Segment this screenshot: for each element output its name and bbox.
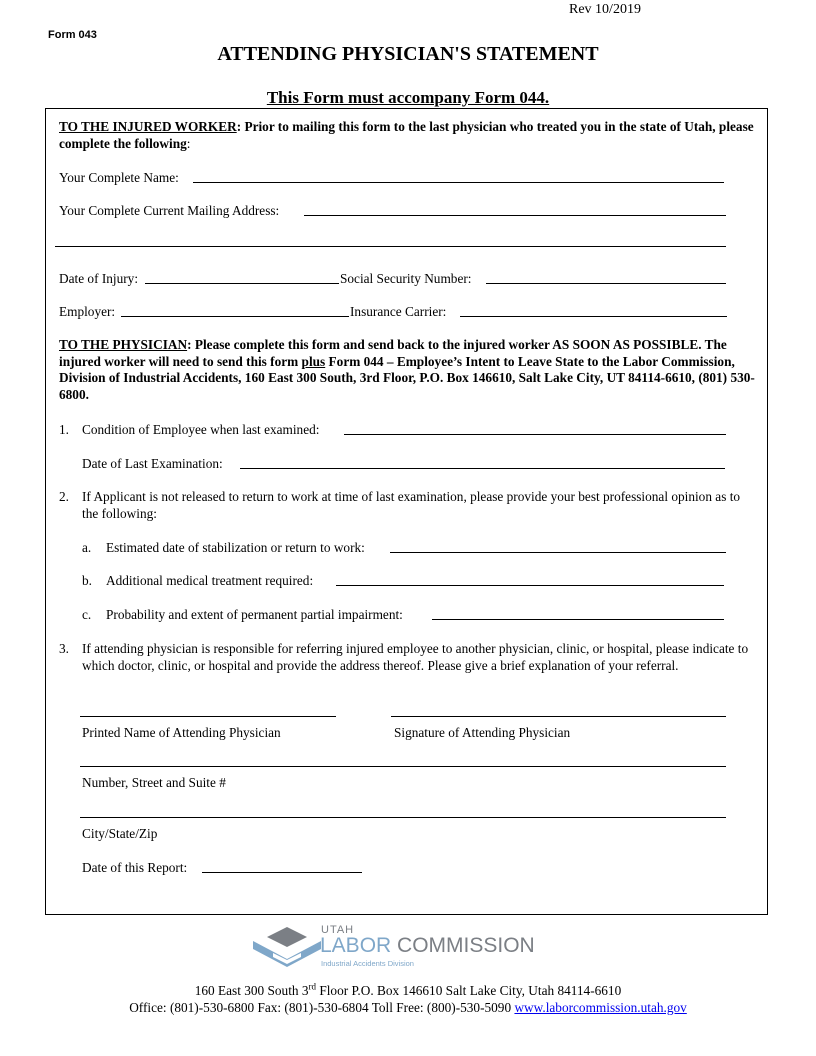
website-link[interactable]: www.laborcommission.utah.gov <box>514 1000 687 1015</box>
logo-labor: LABOR <box>320 934 392 957</box>
item-2b-letter: b. <box>82 573 92 588</box>
address-field-line2[interactable] <box>55 246 726 247</box>
additional-treatment-field[interactable] <box>336 585 724 586</box>
item-2-text: If Applicant is not released to return to work at time of last examination, please provide your best professional opinion as to the following: <box>82 489 741 521</box>
item-3-text: If attending physician is responsible for referring injured employee to another physician, clinic, or hospital, please indicate to which doctor, clinic, or hospital and provide the address thereof. Please give a brief explanation of your referral. <box>82 641 749 673</box>
form-number: Form 043 <box>48 29 97 41</box>
logo-mark-icon <box>253 927 323 971</box>
item-1-number: 1. <box>59 422 69 437</box>
last-exam-date-label: Date of Last Examination: <box>82 456 223 471</box>
city-label: City/State/Zip <box>82 826 158 841</box>
stabilization-label: Estimated date of stabilization or return to work: <box>106 540 365 555</box>
printed-name-label: Printed Name of Attending Physician <box>82 725 281 740</box>
footer-contact <box>0 1000 816 1016</box>
footer-contact-text: Office: (801)-530-6800 Fax: (801)-530-6804 Toll Free: (800)-530-5090 <box>129 1000 515 1015</box>
physician-instruction-text: : Please complete this form and send back to the injured worker AS SOON AS POSSIBLE. The injured worker will need to send this form <box>59 337 727 369</box>
employer-label: Employer: <box>59 304 116 319</box>
logo-division: Industrial Accidents Division <box>321 959 414 968</box>
worker-instruction-colon: : <box>186 135 191 151</box>
condition-label: Condition of Employee when last examined: <box>82 422 320 437</box>
signature-label: Signature of Attending Physician <box>394 725 571 740</box>
footer-address-b: Floor P.O. Box 146610 Salt Lake City, Utah 84114-6610 <box>316 983 622 998</box>
worker-instructions <box>59 119 759 152</box>
employer-field[interactable] <box>121 316 349 317</box>
worker-heading: TO THE INJURED WORKER <box>59 119 237 134</box>
labor-commission-logo <box>253 925 553 973</box>
signature-field[interactable] <box>391 716 726 717</box>
footer-address-sup: rd <box>308 981 317 992</box>
printed-name-field[interactable] <box>80 716 336 717</box>
last-exam-date-field[interactable] <box>240 468 725 469</box>
date-of-injury-label: Date of Injury: <box>59 271 139 286</box>
name-field[interactable] <box>193 182 724 183</box>
report-date-label: Date of this Report: <box>82 860 188 875</box>
worker-instruction-text: : Prior to mailing this form to the last physician who treated you in the state of Utah, please complete the following <box>59 119 754 151</box>
physician-instruction-text-b: Form 044 – Employee’s Intent to Leave State to the Labor Commission, Division of Industrial Accidents, 160 East 300 South, 3rd Floor, P.O. Box 146610, Salt Lake City, UT 84114-6610, (801) 530-6800. <box>59 353 755 402</box>
footer-address <box>0 983 816 999</box>
item-3-number: 3. <box>59 641 69 656</box>
city-field[interactable] <box>80 817 726 818</box>
physician-heading: TO THE PHYSICIAN <box>59 337 188 352</box>
impairment-label: Probability and extent of permanent partial impairment: <box>106 607 403 622</box>
page-title: ATTENDING PHYSICIAN'S STATEMENT <box>217 43 599 65</box>
insurance-label: Insurance Carrier: <box>350 304 447 319</box>
name-label: Your Complete Name: <box>59 170 179 185</box>
report-date-field[interactable] <box>202 872 362 873</box>
physician-instructions <box>59 337 761 403</box>
physician-instruction-plus: plus <box>301 353 326 369</box>
ssn-label: Social Security Number: <box>340 271 472 286</box>
revision-date: Rev 10/2019 <box>569 2 641 17</box>
street-field[interactable] <box>80 766 726 767</box>
insurance-field[interactable] <box>460 316 727 317</box>
logo-state: UTAH <box>321 924 355 936</box>
logo-commission: COMMISSION <box>391 934 535 957</box>
street-label: Number, Street and Suite # <box>82 775 226 790</box>
address-label: Your Complete Current Mailing Address: <box>59 203 280 218</box>
item-2c-letter: c. <box>82 607 92 622</box>
stabilization-field[interactable] <box>390 552 726 553</box>
footer-address-a: 160 East 300 South 3 <box>194 983 309 998</box>
item-2-number: 2. <box>59 489 69 504</box>
logo-wordmark <box>320 934 535 958</box>
address-field[interactable] <box>304 215 726 216</box>
additional-treatment-label: Additional medical treatment required: <box>106 573 314 588</box>
condition-field[interactable] <box>344 434 726 435</box>
ssn-field[interactable] <box>486 283 726 284</box>
page-subtitle: This Form must accompany Form 044. <box>266 88 550 107</box>
date-of-injury-field[interactable] <box>145 283 339 284</box>
impairment-field[interactable] <box>432 619 724 620</box>
item-2a-letter: a. <box>82 540 92 555</box>
